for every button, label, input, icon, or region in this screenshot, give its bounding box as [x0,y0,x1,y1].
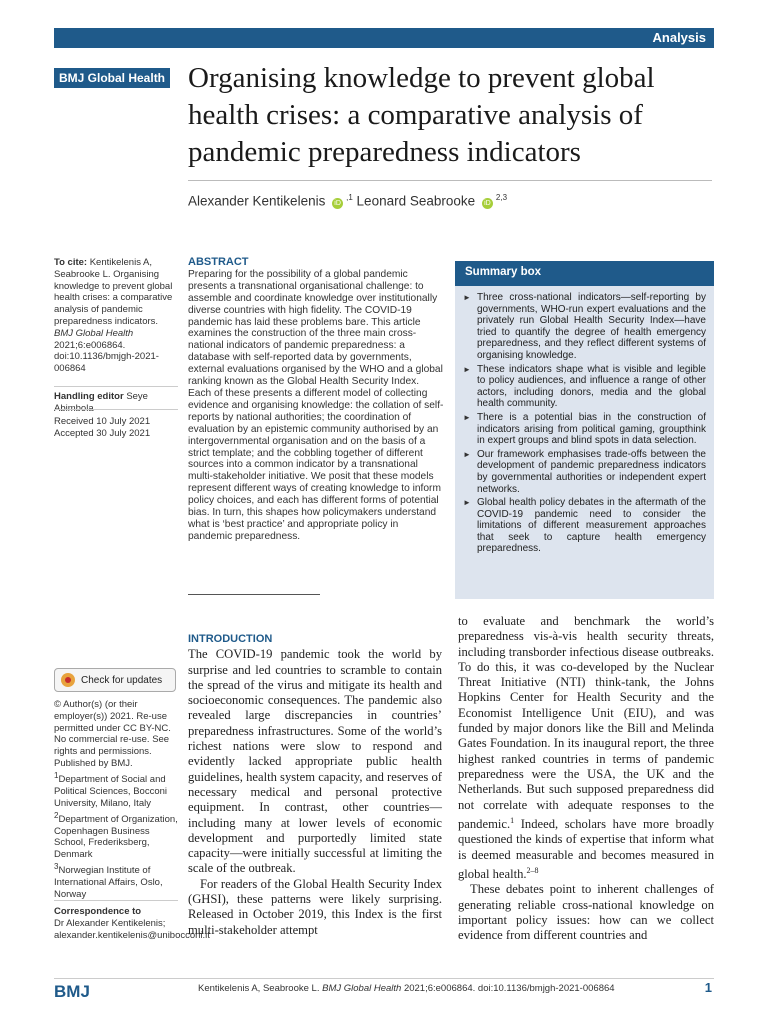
cite-text: Kentikelenis A, Seabrooke L. Organising knowledge to prevent global health crises: a comparative analysis of pandemic preparedness indicators. [54,257,173,327]
intro-paragraph: For readers of the Global Health Security Index (GHSI), these patterns were likely surprising. Released in October 2019, this Index is the first multi-stakeholder attempt [188,876,442,937]
journal-badge: BMJ Global Health [54,68,170,88]
author-1-affil: ,1 [346,193,353,202]
affiliation-1: $^1$Department of Social and Political Sciences, Bocconi University, Milano, Italy [54,771,167,809]
dates-block [54,416,178,440]
intro-heading: INTRODUCTION [188,633,273,645]
correspondence [54,906,210,941]
affiliation-2: $^2$Department of Organization, Copenhagen Business School, Frederiksberg, Denmark [54,810,178,861]
author-1[interactable]: Alexander Kentikelenis [188,193,326,209]
summary-item: ► Global health policy debates in the aftermath of the COVID-19 pandemic need to consider the limitations of different measurement approaches that seek to capture health emergency preparedness. [463,497,706,555]
sidebar-divider [54,409,178,410]
summary-item: ► There is a potential bias in the construction of indicators arising from political gaming, groupthink in expert groups and blind spots in data selection. [463,412,706,447]
author-line [188,193,507,209]
article-title: Organising knowledge to prevent global health crises: a comparative analysis of pandemic preparedness indicators [188,62,655,168]
orcid-icon[interactable]: iD [332,198,343,209]
orcid-icon[interactable]: iD [482,198,493,209]
license-text: © Author(s) (or their employer(s)) 2021. Re-use permitted under CC BY-NC. No commercial re-use. See rights and permissions. Published by BMJ. [54,699,171,769]
author-2-affil: 2,3 [495,193,508,202]
sidebar-divider [54,900,178,901]
footer-citation: Kentikelenis A, Seabrooke L. BMJ Global Health 2021;6:e006864. doi:10.1136/bmjgh-2021-006864 [198,983,615,994]
summary-item: ► These indicators shape what is visible and legible to policy audiences, and influence a range of other actors, including donors, media and the global health community. [463,364,706,410]
summary-item: ► Three cross-national indicators—self-reporting by governments, WHO-run expert evaluations and the privately run Global Health Security Index—have tried to quantify the degree of health emergency preparedness, and they reflect different systems of organising knowledge. [463,292,706,362]
citation-block [54,257,178,375]
body-column-2 [458,614,714,944]
body-paragraph: These debates point to inherent challenges of generating reliable cross-national knowledge on important policy issues: how can we collect evidence from different countries and [458,882,714,943]
cite-journal: BMJ Global Health [54,327,134,339]
title-divider [188,180,712,181]
abstract-end-rule [188,594,320,595]
summary-list [455,292,714,555]
correspondence-text[interactable]: Dr Alexander Kentikelenis; alexander.kentikelenis@unibocconi.it [54,917,210,941]
cite-label: To cite: [54,257,88,268]
correspondence-label: Correspondence to [54,906,142,917]
affiliation-3: $^3$Norwegian Institute of International Affairs, Oslo, Norway [54,861,163,900]
cite-doi[interactable]: 2021;6:e006864. doi:10.1136/bmjgh-2021-006864 [54,339,159,375]
check-updates-label: Check for updates [81,674,163,686]
check-for-updates-button[interactable] [54,668,176,692]
citation-ref[interactable]: 2–8 [526,865,539,875]
author-2[interactable]: Leonard Seabrooke [356,193,476,209]
abstract-text: Preparing for the possibility of a global pandemic presents a transnational organisational challenge: to assemble and coordinate knowledge over institutionally diverse countries with high fidelity. The COVID-19 pandemic has laid these problems bare. This article examines the construction of the three main cross-national indicators of pandemic preparedness: a database with self-reported data by governments, external evaluations organised by the WHO and a global ranking known as the Global Health Security Index. Each of these presents a different model of collecting evidence and organising knowledge: the collation of self-reports by national authorities; the coordination of evaluation by an epistemic community authorised by an intergovernmental organisation and on the basis of a strict template; and the cobbling together of different sources into a common indicator by a transnational multi-stakeholder initiative. We posit that these models represent different ways of creating knowledge to inform policy choices, and each has different forms of potential bias. In turn, this shapes how policymakers understand what is ‘best practice’ and appropriate policy in pandemic preparedness. [188,268,444,542]
accepted-date: Accepted 30 July 2021 [54,427,151,439]
editor-name: Seye [126,391,148,402]
crossmark-icon [61,673,75,687]
summary-box [455,261,714,599]
affiliations [54,770,178,900]
received-date: Received 10 July 2021 [54,416,151,427]
page-number: 1 [704,980,712,995]
footer-divider [54,978,714,979]
section-label: Analysis [652,30,706,45]
intro-paragraph: The COVID-19 pandemic took the world by surprise and led countries to scramble to contain the spread of the virus and mitigate its health and socioeconomic consequences. The pandemic also revealed large discrepancies in countries’ preparedness infrastructures. Some of the world’s richest nations were slow to respond and evidently lacked appropriate public health guidelines, health system capacity, and reserves of necessary medical and personal protective equipment. In contrast, other countries—including many at lower levels of economic development and purportedly limited state capacity—were initially successful at limiting the scale of the outbreak. [188,647,442,876]
citation-ref[interactable]: 1 [510,815,515,825]
introduction [188,632,442,938]
section-bar [54,28,714,48]
summary-heading: Summary box [455,261,714,286]
summary-item: ► Our framework emphasises trade-offs between the development of pandemic preparedness indicators by governmental authorities or independent expert networks. [463,449,706,495]
handling-editor [54,391,178,415]
sidebar-divider [54,386,178,387]
body-paragraph: to evaluate and benchmark the world’s preparedness vis-à-vis health security threats, including transborder infectious disease outbreaks. To do this, it was co-developed by the Nuclear Threat Initiative (NTI) think-tank, the Johns Hopkins Center for Health Security and the Economist Intelligence Unit (EIU), and was funded by major donors like the Bill and Melinda Gates Foundation. In its inaugural report, the three highest ranked countries in terms of pandemic preparedness were the USA, the UK and the Netherlands. But such supposed preparedness did not correlate with adequate responses to the pandemic.$^1$ Indeed, scholars have more broadly questioned the kinds of expertise that inform what is deemed measurable and becomes measured in global health.$^{2-8}$ [458,614,714,882]
abstract [188,257,444,543]
abstract-heading: ABSTRACT [188,256,249,268]
bmj-logo: BMJ [54,982,90,1001]
editor-label: Handling editor [54,391,124,402]
